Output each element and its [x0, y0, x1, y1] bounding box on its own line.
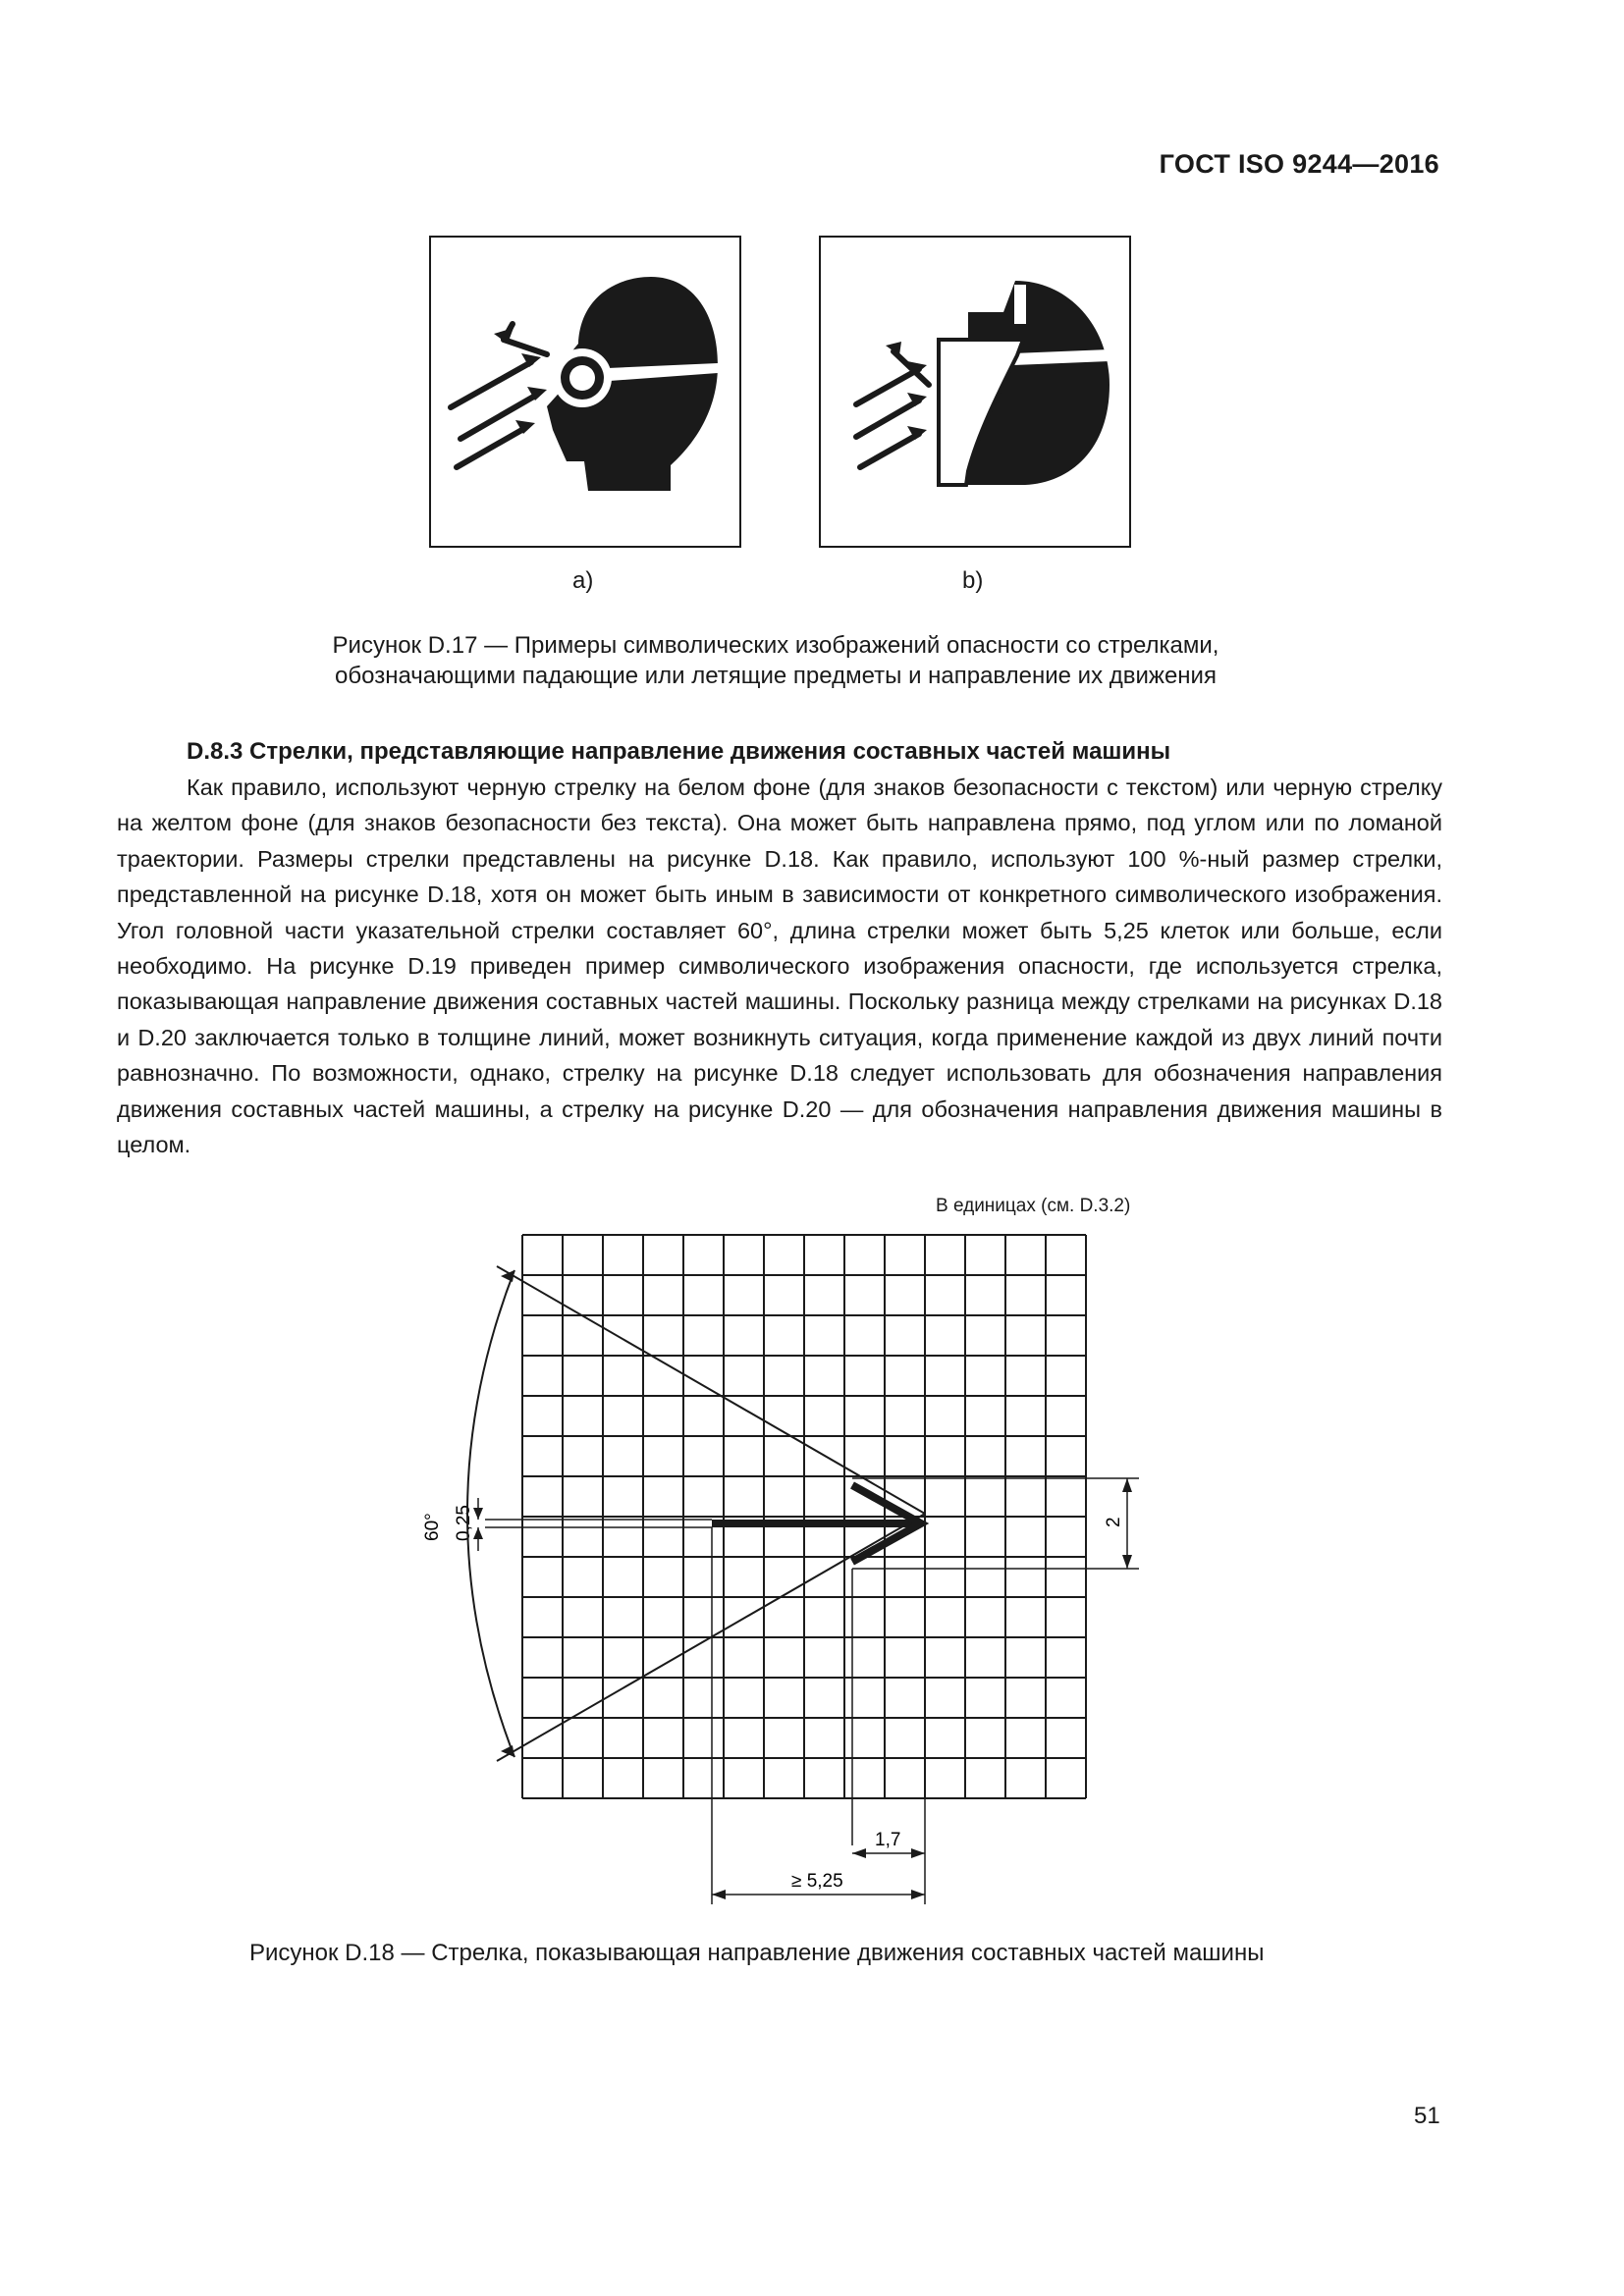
panel-b-label: b): [962, 567, 984, 594]
total-length-dimension-label: ≥ 5,25: [791, 1871, 843, 1892]
angle-dimension-label: 60°: [422, 1513, 443, 1541]
panel-a-label: a): [572, 567, 594, 594]
section-heading: D.8.3 Стрелки, представляющие направление движения составных частей машины: [187, 738, 1171, 765]
page-number: 51: [1414, 2103, 1440, 2129]
units-note: В единицах (см. D.3.2): [936, 1196, 1131, 1216]
grid-14x14: [522, 1235, 1086, 1798]
section-paragraph: Как правило, используют черную стрелку на белом фоне (для знаков безопасности с текстом) или черную стрелку на желтом фоне (для знаков безопасности без текста). Она может быть направлена прямо, под углом или по ломаной траектории. Размеры стрелки представлены на рисунке D.18. Как правило, используют 100 %-ный размер стрелки, представленной на рисунке D.18, хотя он может быть иным в зависимости от конкретного символического изображения. Угол головной части указательной стрелки составляет 60°, длина стрелки может быть 5,25 клеток или больше, если необходимо. На рисунке D.19 приведен пример символического изображения опасности, где используется стрелка, показывающая направление движения составных частей машины. Поскольку разница между стрелками на рисунках D.18 и D.20 заключается только в толщине линий, может возникнуть ситуация, когда применение каждой из двух линий почти равнозначно. По возможности, однако, стрелку на рисунке D.18 следует использовать для обозначения направления движения составных частей машины, а стрелку на рисунке D.20 — для обозначения направления движения машины в целом.: [117, 774, 1442, 1158]
figure-d17-caption-line2: обозначающими падающие или летящие предметы и направление их движения: [335, 663, 1217, 689]
angle-arc: [467, 1270, 514, 1757]
thickness-dimension-label: 0,25: [454, 1505, 474, 1541]
figure-d18-caption: Рисунок D.18 — Стрелка, показывающая направление движения составных частей машины: [249, 1940, 1265, 1966]
head-height-dimension-label: 2: [1104, 1517, 1124, 1527]
head-length-dimension-label: 1,7: [875, 1830, 901, 1850]
figure-d17-caption-line1: Рисунок D.17 — Примеры символических изображений опасности со стрелками,: [332, 632, 1219, 659]
document-code: ГОСТ ISO 9244—2016: [1159, 149, 1439, 179]
